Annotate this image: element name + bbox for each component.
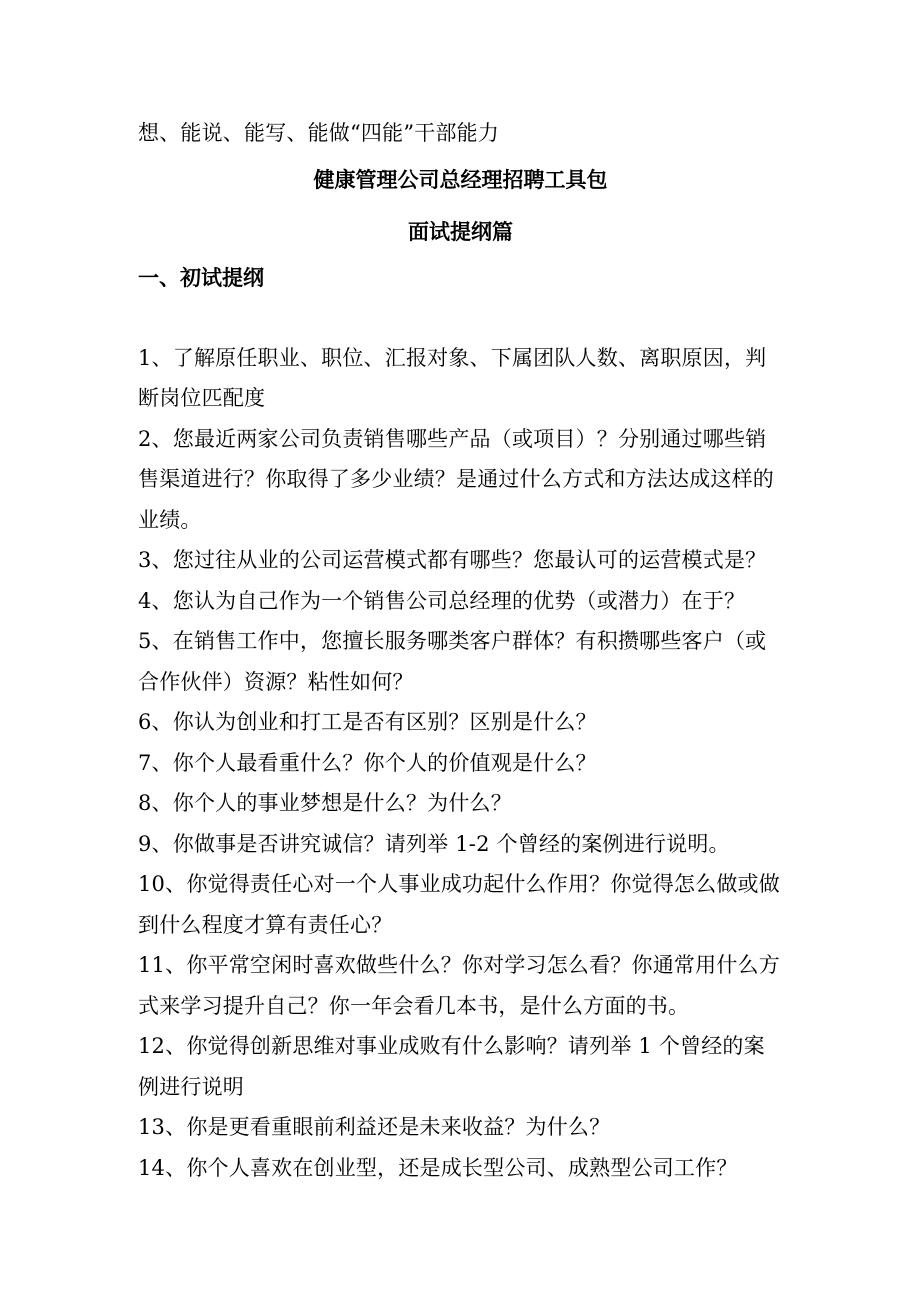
question-item: 14、你个人喜欢在创业型，还是成长型公司、成熟型公司工作？	[138, 1155, 738, 1180]
question-item: 6、你认为创业和打工是否有区别？区别是什么？	[138, 710, 597, 734]
document-body	[138, 113, 783, 1188]
question-item: 8、你个人的事业梦想是什么？为什么？	[138, 791, 512, 815]
question-item: 5、在销售工作中，您擅长服务哪类客户群体？有积攒哪些客户（或合作伙伴）资源？粘性如何？	[138, 629, 767, 694]
question-item: 13、你是更看重眼前利益还是未来收益？为什么？	[138, 1115, 611, 1139]
question-item: 10、你觉得责任心对一个人事业成功起什么作用？你觉得怎么做或做到什么程度才算有责任心？	[138, 872, 780, 937]
question-item: 3、您过往从业的公司运营模式都有哪些？您最认可的运营模式是？	[138, 548, 767, 572]
question-item: 2、您最近两家公司负责销售哪些产品（或项目）？分别通过哪些销售渠道进行？你取得了多少业绩？是通过什么方式和方法达成这样的业绩。	[138, 426, 774, 532]
question-item: 12、你觉得创新思维对事业成败有什么影响？请列举 1 个曾经的案例进行说明	[138, 1034, 765, 1099]
question-item: 4、您认为自己作为一个销售公司总经理的优势（或潜力）在于？	[138, 588, 746, 613]
question-item: 1、了解原任职业、职位、汇报对象、下属团队人数、离职原因，判断岗位匹配度	[138, 345, 767, 410]
document-title: 健康管理公司总经理招聘工具包	[313, 167, 608, 192]
question-item: 7、你个人最看重什么？你个人的价值观是什么？	[138, 750, 597, 775]
question-item: 11、你平常空闲时喜欢做些什么？你对学习怎么看？你通常用什么方式来学习提升自己？你一年会看几本书，是什么方面的书。	[138, 953, 780, 1018]
question-item: 9、你做事是否讲究诚信？请列举 1-2 个曾经的案例进行说明。	[138, 831, 730, 856]
intro-line: 想、能说、能写、能做“四能”干部能力	[138, 121, 500, 145]
document-subtitle: 面试提纲篇	[408, 219, 513, 244]
spacer	[138, 298, 783, 338]
question-list	[138, 338, 783, 1189]
section-heading: 一、初试提纲	[138, 265, 264, 290]
